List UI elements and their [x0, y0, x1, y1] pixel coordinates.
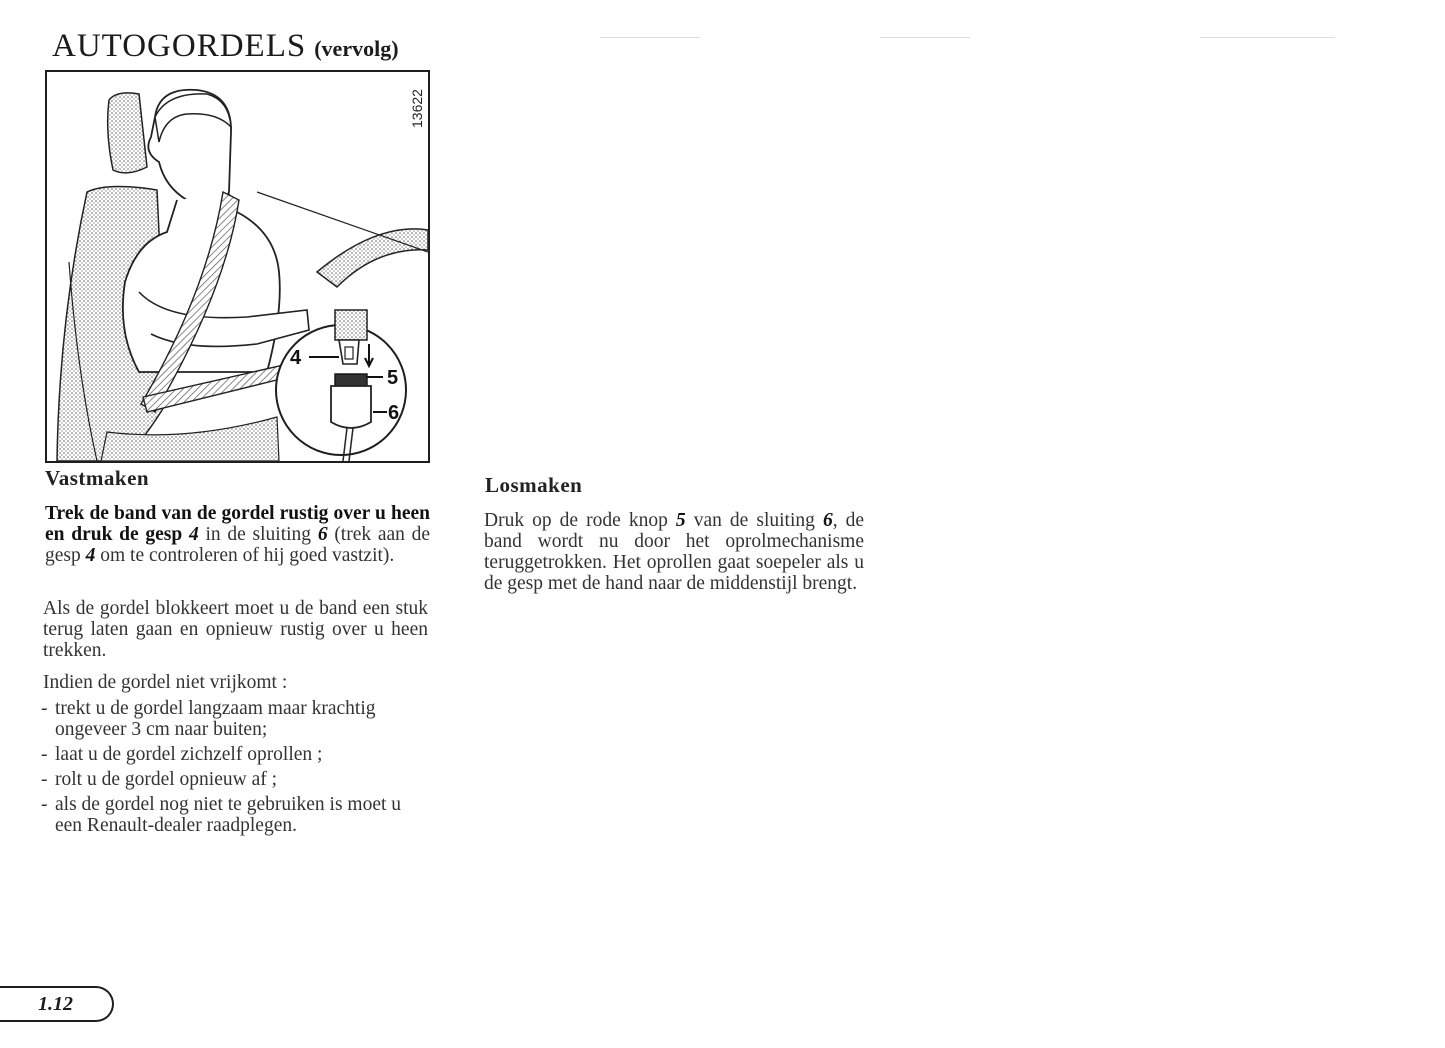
headrest-shape — [108, 93, 147, 173]
paragraph-vastmaken-instruction: Trek de band van de gordel rustig over u heen en druk de gesp 4 in de sluiting 6 (trek aan de gesp 4 om te controleren of hij goed vastzit). — [45, 503, 431, 566]
paragraph-losmaken: Druk op de rode knop 5 van de sluiting 6, de band wordt nu door het oprolmechanisme teruggetrokken. Het oprollen gaat soepeler als u de gesp met de hand naar de middenstijl brengt. — [484, 510, 865, 594]
buckle-shape — [331, 386, 371, 428]
list-item: - laat u de gordel zichzelf oprollen ; — [41, 744, 428, 765]
illustration-svg — [47, 72, 428, 461]
list-item: - trekt u de gordel langzaam maar krachtig ongeveer 3 cm naar buiten; — [41, 698, 428, 740]
header-rule — [1200, 37, 1335, 38]
title-subtitle: (vervolg) — [314, 36, 399, 61]
callout-5: 5 — [387, 367, 399, 389]
paragraph-blocked: Als de gordel blokkeert moet u de band een stuk terug laten gaan en opnieuw rustig over u heen trekken. — [43, 598, 428, 661]
list-item: - als de gordel nog niet te gebruiken is moet u een Renault-dealer raadplegen. — [41, 794, 428, 836]
header-rule — [600, 37, 700, 38]
callout-4: 4 — [290, 347, 302, 369]
steps-list — [41, 698, 428, 840]
paragraph-not-released: Indien de gordel niet vrijkomt : — [43, 672, 288, 693]
heading-losmaken: Losmaken — [485, 473, 583, 497]
header-rule — [880, 37, 970, 38]
figure-code: 13622 — [409, 89, 425, 128]
page-number: 1.12 — [38, 993, 73, 1015]
callout-6: 6 — [388, 402, 400, 424]
seatbelt-illustration — [45, 70, 430, 463]
page-title — [52, 28, 399, 65]
page-number-tab — [0, 986, 114, 1022]
heading-vastmaken: Vastmaken — [45, 466, 150, 490]
list-item: - rolt u de gordel opnieuw af ; — [41, 769, 428, 790]
title-main: AUTOGORDELS — [52, 28, 307, 64]
steering-wheel-shape — [317, 229, 428, 287]
red-button-shape — [335, 374, 367, 386]
